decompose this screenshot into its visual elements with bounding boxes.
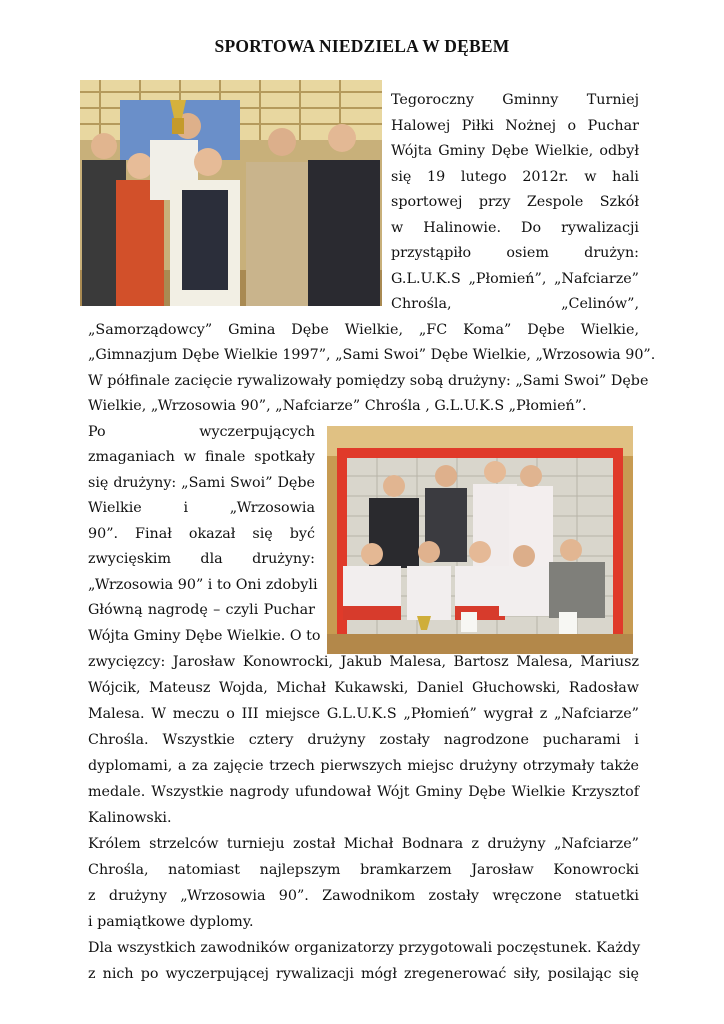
text-line: 90”. Finał okazał się być: [88, 526, 315, 542]
text-line: zmaganiach w finale spotkały: [88, 449, 315, 465]
text-line: Po wyczerpujących: [88, 424, 315, 440]
text-line: Kalinowski.: [88, 810, 172, 826]
text-line: się drużyny: „Sami Swoi” Dębe: [88, 475, 315, 491]
text-line: z drużyny „Wrzosowia 90”. Zawodnikom zostały wręczone statuetki: [88, 888, 639, 904]
text-line: „Wrzosowia 90” i to Oni zdobyli: [88, 577, 318, 593]
text-line: przystąpiło osiem drużyn:: [391, 245, 639, 261]
text-line: Wielkie i „Wrzosowia: [88, 500, 315, 516]
text-line: dyplomami, a za zajęcie trzech pierwszych miejsc drużyny otrzymały także: [88, 758, 639, 774]
text-line: Główną nagrodę – czyli Puchar: [88, 602, 315, 618]
text-line: Dla wszystkich zawodników organizatorzy przygotowali poczęstunek. Każdy: [88, 940, 641, 956]
text-line: Halowej Piłki Nożnej o Puchar: [391, 118, 639, 134]
text-line: zwycięzcy: Jarosław Konowrocki, Jakub Malesa, Bartosz Malesa, Mariusz: [88, 654, 639, 670]
award-ceremony-image: [80, 80, 382, 306]
text-line: Wójta Gminy Dębe Wielkie. O to: [88, 628, 321, 644]
text-line: „Gimnazjum Dębe Wielkie 1997”, „Sami Swoi” Dębe Wielkie, „Wrzosowia 90”.: [88, 347, 656, 363]
text-line: „Samorządowcy” Gmina Dębe Wielkie, „FC Koma” Dębe Wielkie,: [88, 322, 639, 338]
award-ceremony-photo: [80, 80, 382, 306]
text-line: Chrośla. Wszystkie cztery drużyny zostały nagrodzone pucharami i: [88, 732, 639, 748]
text-line: W półfinale zacięcie rywalizowały pomiędzy sobą drużyny: „Sami Swoi” Dębe: [88, 373, 649, 389]
text-line: Wójta Gminy Dębe Wielkie, odbył: [391, 143, 639, 159]
text-line: sportowej przy Zespole Szkół: [391, 194, 639, 210]
text-line: Chrośla, „Celinów”,: [391, 296, 639, 312]
text-line: G.L.U.K.S „Płomień”, „Nafciarze”: [391, 271, 639, 287]
text-line: medale. Wszystkie nagrody ufundował Wójt Gminy Dębe Wielkie Krzysztof: [88, 784, 639, 800]
article-title: SPORTOWA NIEDZIELA W DĘBEM: [214, 36, 510, 56]
text-line: i pamiątkowe dyplomy.: [88, 914, 254, 930]
text-line: Tegoroczny Gminny Turniej: [391, 92, 639, 108]
text-line: z nich po wyczerpującej rywalizacji mógł zregenerować siły, posilając się: [88, 966, 639, 982]
text-line: Chrośla, natomiast najlepszym bramkarzem Jarosław Konowrocki: [88, 862, 639, 878]
text-line: w Halinowie. Do rywalizacji: [391, 220, 639, 236]
team-goal-photo: [327, 426, 633, 654]
text-line: zwycięskim dla drużyny:: [88, 551, 315, 567]
text-line: Malesa. W meczu o III miejsce G.L.U.K.S „Płomień” wygrał z „Nafciarze”: [88, 706, 639, 722]
team-goal-image: [327, 426, 633, 654]
text-line: Wielkie, „Wrzosowia 90”, „Nafciarze” Chrośla , G.L.U.K.S „Płomień”.: [88, 398, 587, 414]
text-line: Wójcik, Mateusz Wojda, Michał Kukawski, Daniel Głuchowski, Radosław: [88, 680, 639, 696]
text-line: Królem strzelców turnieju został Michał Bodnara z drużyny „Nafciarze”: [88, 836, 639, 852]
text-line: się 19 lutego 2012r. w hali: [391, 169, 639, 185]
